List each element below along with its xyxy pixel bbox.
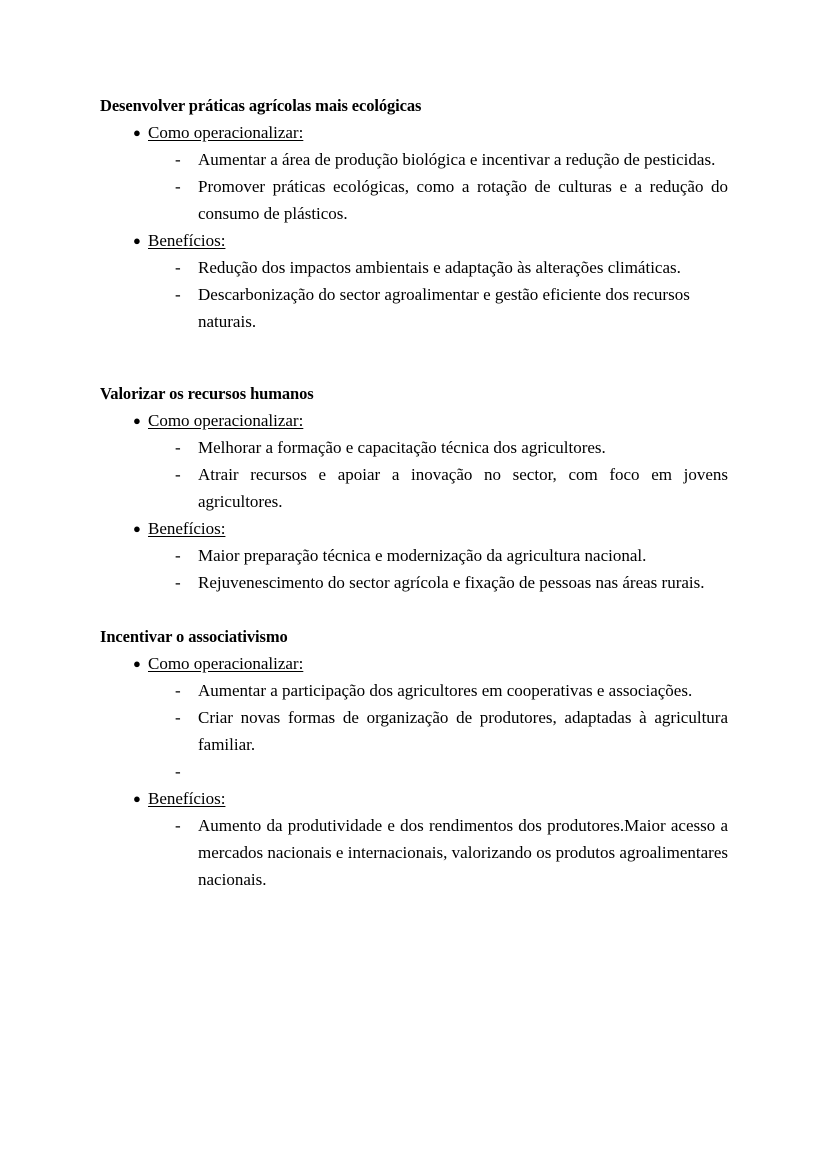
dash-bullet-icon: - bbox=[175, 573, 181, 592]
dash-list bbox=[100, 434, 728, 515]
dash-bullet-icon: - bbox=[175, 681, 181, 700]
bullet-label: Benefícios: bbox=[148, 231, 226, 250]
bullet-label: Como operacionalizar: bbox=[148, 411, 304, 430]
dash-item bbox=[100, 542, 728, 569]
dash-bullet-icon: - bbox=[175, 285, 181, 304]
dash-bullet-icon: - bbox=[175, 708, 181, 727]
section-spacer bbox=[100, 596, 728, 623]
dash-item-text: Descarbonização do sector agroalimentar e gestão eficiente dos recursos naturais. bbox=[198, 285, 690, 331]
dash-item bbox=[100, 677, 728, 704]
dash-bullet-icon: - bbox=[175, 465, 181, 484]
dash-bullet-icon: - bbox=[175, 150, 181, 169]
dash-item bbox=[100, 281, 728, 335]
disc-bullet-icon: ● bbox=[133, 521, 141, 536]
bullet-list bbox=[100, 407, 728, 434]
dash-item bbox=[100, 434, 728, 461]
dash-list bbox=[100, 542, 728, 596]
bullet-item bbox=[100, 515, 728, 542]
dash-item-text: Melhorar a formação e capacitação técnica dos agricultores. bbox=[198, 438, 606, 457]
bullet-list bbox=[100, 650, 728, 677]
document-body bbox=[100, 92, 728, 893]
dash-item-text: Rejuvenescimento do sector agrícola e fixação de pessoas nas áreas rurais. bbox=[198, 573, 705, 592]
dash-list bbox=[100, 812, 728, 893]
bullet-item bbox=[100, 227, 728, 254]
bullet-item bbox=[100, 785, 728, 812]
disc-bullet-icon: ● bbox=[133, 233, 141, 248]
dash-bullet-icon: - bbox=[175, 438, 181, 457]
dash-item bbox=[100, 461, 728, 515]
dash-item-text: Promover práticas ecológicas, como a rotação de culturas e a redução do consumo de plásticos. bbox=[198, 177, 728, 223]
disc-bullet-icon: ● bbox=[133, 125, 141, 140]
dash-item bbox=[100, 146, 728, 173]
section-heading: Incentivar o associativismo bbox=[100, 627, 288, 646]
dash-item-text: Aumentar a participação dos agricultores em cooperativas e associações. bbox=[198, 681, 693, 700]
section-incentivar-associativismo bbox=[100, 623, 728, 893]
bullet-list bbox=[100, 227, 728, 254]
dash-item-text: Criar novas formas de organização de produtores, adaptadas à agricultura familiar. bbox=[198, 708, 728, 754]
bullet-label: Como operacionalizar: bbox=[148, 654, 304, 673]
bullet-list bbox=[100, 515, 728, 542]
dash-item-text: Atrair recursos e apoiar a inovação no sector, com foco em jovens agricultores. bbox=[198, 465, 728, 511]
dash-item bbox=[100, 254, 728, 281]
dash-item-text: Redução dos impactos ambientais e adaptação às alterações climáticas. bbox=[198, 258, 681, 277]
dash-list bbox=[100, 677, 728, 785]
section-heading: Desenvolver práticas agrícolas mais ecológicas bbox=[100, 96, 422, 115]
disc-bullet-icon: ● bbox=[133, 413, 141, 428]
bullet-item bbox=[100, 407, 728, 434]
bullet-label: Como operacionalizar: bbox=[148, 123, 304, 142]
bullet-list bbox=[100, 785, 728, 812]
dash-item bbox=[100, 569, 728, 596]
dash-bullet-icon: - bbox=[175, 546, 181, 565]
dash-bullet-icon: - bbox=[175, 762, 181, 781]
disc-bullet-icon: ● bbox=[133, 791, 141, 806]
dash-bullet-icon: - bbox=[175, 816, 181, 835]
section-valorizar-recursos-humanos bbox=[100, 380, 728, 596]
bullet-list bbox=[100, 119, 728, 146]
bullet-label: Benefícios: bbox=[148, 789, 226, 808]
dash-item bbox=[100, 173, 728, 227]
dash-bullet-icon: - bbox=[175, 177, 181, 196]
dash-item-text: Maior preparação técnica e modernização da agricultura nacional. bbox=[198, 546, 647, 565]
dash-item-empty bbox=[100, 758, 728, 785]
section-desenvolver-praticas-agricolas bbox=[100, 92, 728, 335]
section-spacer bbox=[100, 335, 728, 380]
bullet-item bbox=[100, 119, 728, 146]
bullet-label: Benefícios: bbox=[148, 519, 226, 538]
dash-list bbox=[100, 254, 728, 335]
dash-list bbox=[100, 146, 728, 227]
dash-item-text: Aumentar a área de produção biológica e incentivar a redução de pesticidas. bbox=[198, 150, 716, 169]
dash-item bbox=[100, 812, 728, 893]
dash-bullet-icon: - bbox=[175, 258, 181, 277]
disc-bullet-icon: ● bbox=[133, 656, 141, 671]
dash-item-text: Aumento da produtividade e dos rendimentos dos produtores.Maior acesso a mercados nacionais e internacionais, valorizando os produtos agroalimentares nacionais. bbox=[198, 816, 728, 889]
bullet-item bbox=[100, 650, 728, 677]
section-heading: Valorizar os recursos humanos bbox=[100, 384, 314, 403]
dash-item bbox=[100, 704, 728, 758]
